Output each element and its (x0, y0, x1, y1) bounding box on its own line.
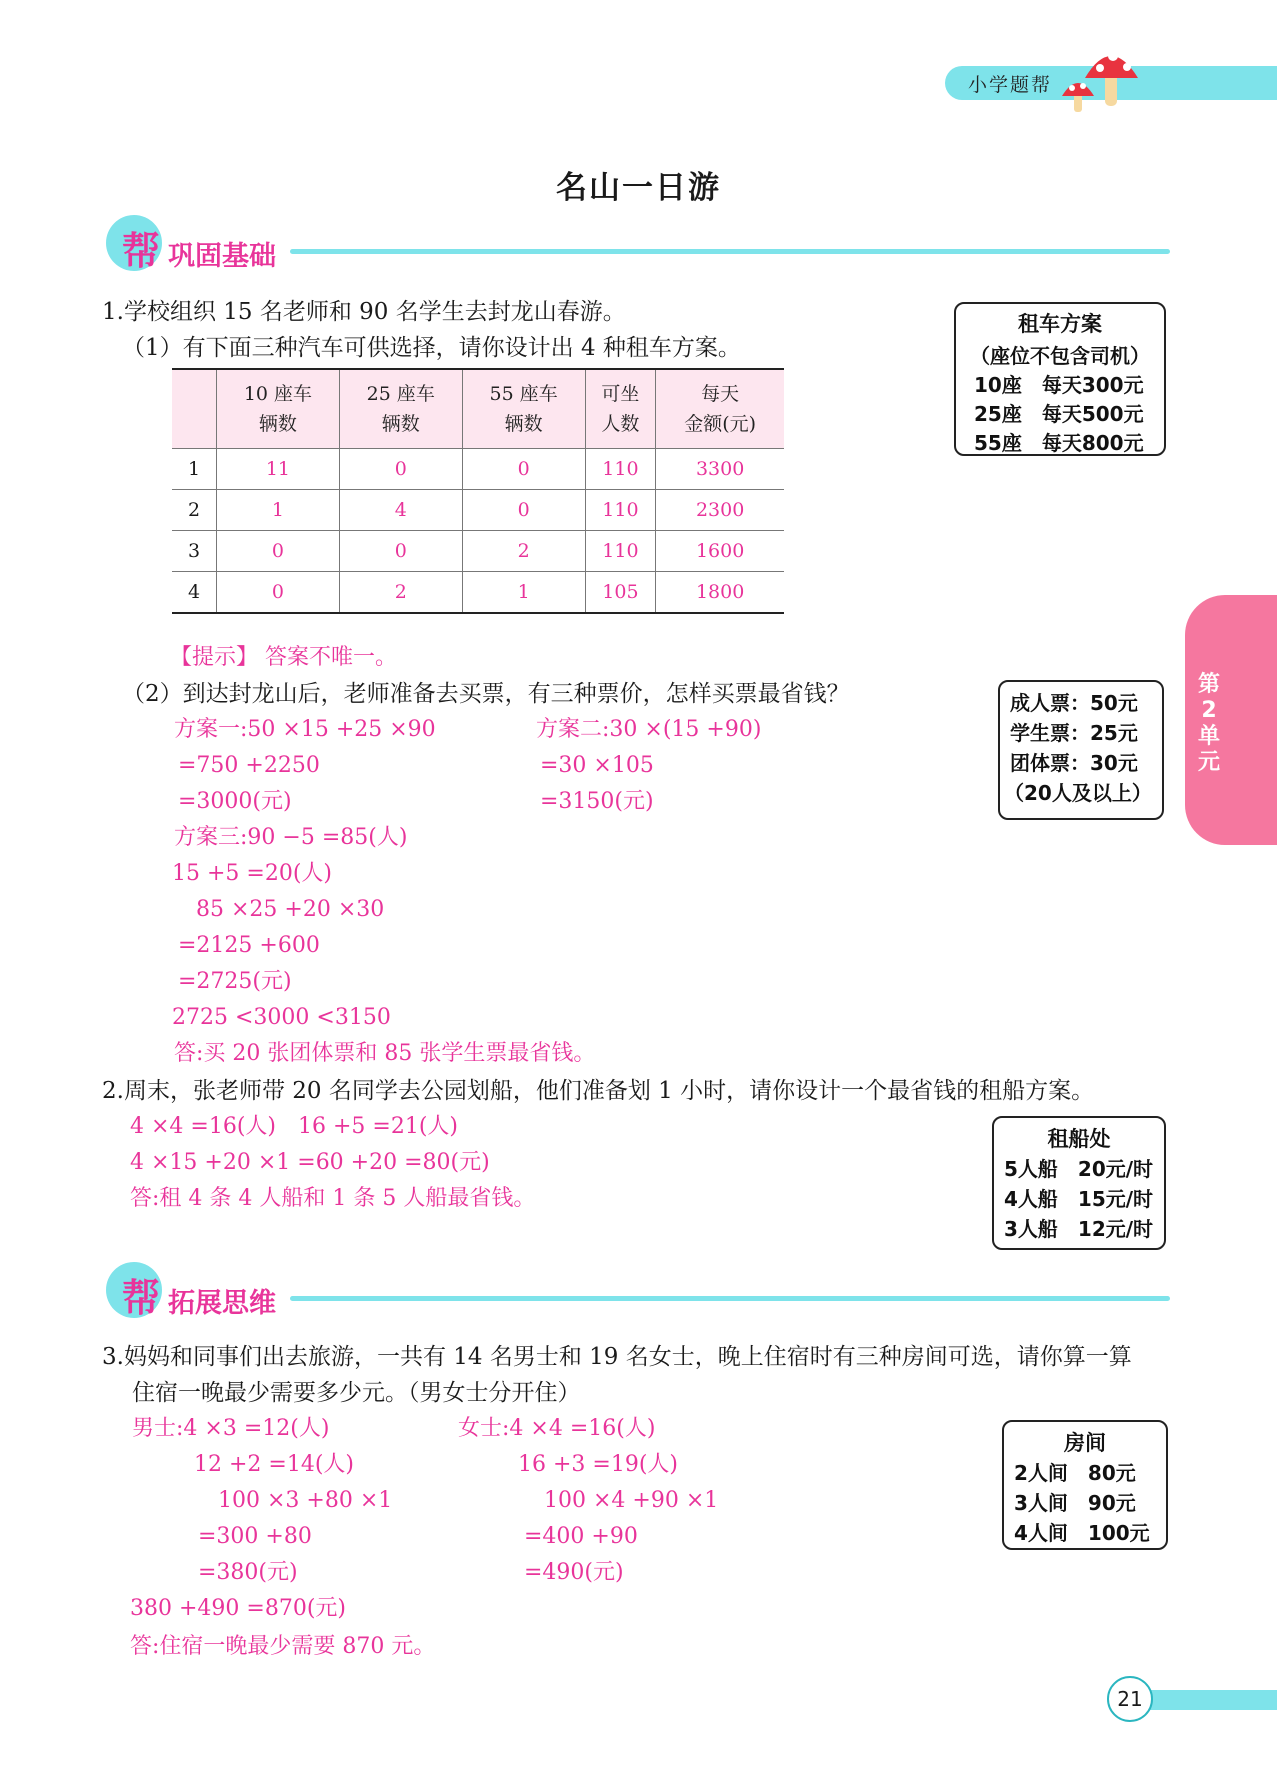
boat-rental-box (992, 1116, 1166, 1250)
table-cell: 0 (339, 449, 462, 490)
q1-part1: （1）有下面三种汽车可供选择，请你设计出 4 种租车方案。 (122, 335, 741, 361)
plan-c-line: =2725(元) (178, 969, 292, 994)
box-row: 4人船 15元/时 (1004, 1187, 1154, 1211)
table-cell: 110 (585, 449, 656, 490)
plan-c-line: =2125 +600 (178, 933, 320, 958)
box-row: 成人票：50元 (1010, 691, 1138, 715)
box-row: 5人船 20元/时 (1004, 1157, 1154, 1181)
table-cell: 3300 (656, 449, 784, 490)
ticket-price-box (998, 680, 1164, 820)
table-row (172, 572, 784, 614)
table-row (172, 490, 784, 531)
section-divider (290, 1296, 1170, 1301)
q2-line: 4 ×4 =16(人) 16 +5 =21(人) (130, 1114, 459, 1139)
box-row: 25座 每天500元 (974, 402, 1144, 426)
header-brand: 小学题帮 (968, 74, 1053, 96)
table-cell: 2300 (656, 490, 784, 531)
plan-b-line: 方案二:30 ×(15 +90) (536, 717, 762, 742)
section-divider (290, 249, 1170, 254)
mushroom-icon (1050, 40, 1145, 115)
box-row: 10座 每天300元 (974, 373, 1144, 397)
q1-answer: 答:买 20 张团体票和 85 张学生票最省钱。 (174, 1041, 596, 1066)
rental-price-box (954, 302, 1166, 456)
table-cell: 0 (462, 449, 585, 490)
q1-stem: 1.学校组织 15 名老师和 90 名学生去封龙山春游。 (102, 299, 626, 325)
plan-a-line: =750 +2250 (178, 753, 320, 778)
table-header-row (172, 369, 784, 449)
table-cell: 2 (339, 572, 462, 614)
box-title: 租船处 (1047, 1127, 1111, 1151)
page-title: 名山一日游 (556, 170, 721, 206)
table-header-cell: 每天 金额(元) (656, 369, 784, 449)
box-row: 2人间 80元 (1014, 1461, 1136, 1485)
section-badge: 帮 (122, 1276, 161, 1320)
q1-hint: 【提示】 答案不唯一。 (170, 645, 397, 670)
table-cell: 105 (585, 572, 656, 614)
box-row: （20人及以上） (1004, 781, 1152, 805)
box-row: 团体票：30元 (1010, 751, 1138, 775)
row-index: 1 (172, 449, 217, 490)
box-subtitle: （座位不包含司机） (970, 344, 1150, 368)
plan-c-line: 方案三:90 −5 =85(人) (174, 825, 408, 850)
plan-c-line: 2725 <3000 <3150 (172, 1005, 391, 1030)
table-cell: 1800 (656, 572, 784, 614)
table-cell: 110 (585, 490, 656, 531)
rental-plan-table (172, 368, 784, 614)
q3-stem: 3.妈妈和同事们出去旅游，一共有 14 名男士和 19 名女士，晚上住宿时有三种房间可选，请你算一算 (102, 1344, 1132, 1370)
plan-b-line: =3150(元) (540, 789, 654, 814)
table-cell: 11 (217, 449, 340, 490)
men-line: =380(元) (198, 1560, 298, 1585)
q2-stem: 2.周末，张老师带 20 名同学去公园划船，他们准备划 1 小时，请你设计一个最省钱的租船方案。 (102, 1078, 1095, 1104)
section-badge: 帮 (122, 229, 161, 273)
room-price-box (1002, 1420, 1168, 1550)
box-row: 3人间 90元 (1014, 1491, 1136, 1515)
table-cell: 0 (339, 531, 462, 572)
plan-a-line: 方案一:50 ×15 +25 ×90 (174, 717, 436, 742)
q2-answer: 答:租 4 条 4 人船和 1 条 5 人船最省钱。 (130, 1186, 536, 1211)
q1-part2: （2）到达封龙山后，老师准备去买票，有三种票价，怎样买票最省钱？ (122, 681, 850, 707)
plan-c-line: 85 ×25 +20 ×30 (196, 897, 385, 922)
table-cell: 2 (462, 531, 585, 572)
q2-line: 4 ×15 +20 ×1 =60 +20 =80(元) (130, 1150, 490, 1175)
section-title: 拓展思维 (168, 1288, 276, 1319)
page-number: 21 (1107, 1676, 1153, 1722)
row-index: 4 (172, 572, 217, 614)
table-header-cell: 25 座车 辆数 (339, 369, 462, 449)
box-title: 租车方案 (1018, 312, 1102, 336)
section-title: 巩固基础 (168, 241, 276, 272)
table-header-cell: 可坐 人数 (585, 369, 656, 449)
table-row (172, 531, 784, 572)
plan-a-line: =3000(元) (178, 789, 292, 814)
box-title: 房间 (1064, 1431, 1106, 1455)
women-line: 100 ×4 +90 ×1 (544, 1488, 719, 1513)
box-row: 4人间 100元 (1014, 1521, 1150, 1545)
women-line: 女士:4 ×4 =16(人) (458, 1416, 656, 1441)
table-cell: 0 (462, 490, 585, 531)
box-row: 55座 每天800元 (974, 431, 1144, 455)
women-line: 16 +3 =19(人) (518, 1452, 679, 1477)
table-cell: 1600 (656, 531, 784, 572)
table-header-cell: 55 座车 辆数 (462, 369, 585, 449)
table-header-cell: 10 座车 辆数 (217, 369, 340, 449)
table-cell: 1 (217, 490, 340, 531)
table-cell: 0 (217, 572, 340, 614)
table-cell: 110 (585, 531, 656, 572)
q3-total: 380 +490 =870(元) (130, 1596, 346, 1621)
men-line: =300 +80 (198, 1524, 312, 1549)
q3-answer: 答:住宿一晚最少需要 870 元。 (130, 1634, 436, 1659)
women-line: =400 +90 (524, 1524, 638, 1549)
unit-tab-label: 第2单元 (1197, 672, 1220, 775)
plan-b-line: =30 ×105 (540, 753, 654, 778)
plan-c-line: 15 +5 =20(人) (172, 861, 333, 886)
women-line: =490(元) (524, 1560, 624, 1585)
table-row (172, 449, 784, 490)
box-row: 学生票：25元 (1010, 721, 1138, 745)
table-cell: 1 (462, 572, 585, 614)
men-line: 男士:4 ×3 =12(人) (132, 1416, 330, 1441)
table-cell: 0 (217, 531, 340, 572)
men-line: 100 ×3 +80 ×1 (218, 1488, 393, 1513)
table-cell: 4 (339, 490, 462, 531)
box-row: 3人船 12元/时 (1004, 1217, 1154, 1241)
table-header-cell (172, 369, 217, 449)
men-line: 12 +2 =14(人) (194, 1452, 355, 1477)
row-index: 2 (172, 490, 217, 531)
row-index: 3 (172, 531, 217, 572)
q3-stem-cont: 住宿一晚最少需要多少元。（男女士分开住） (132, 1380, 581, 1406)
